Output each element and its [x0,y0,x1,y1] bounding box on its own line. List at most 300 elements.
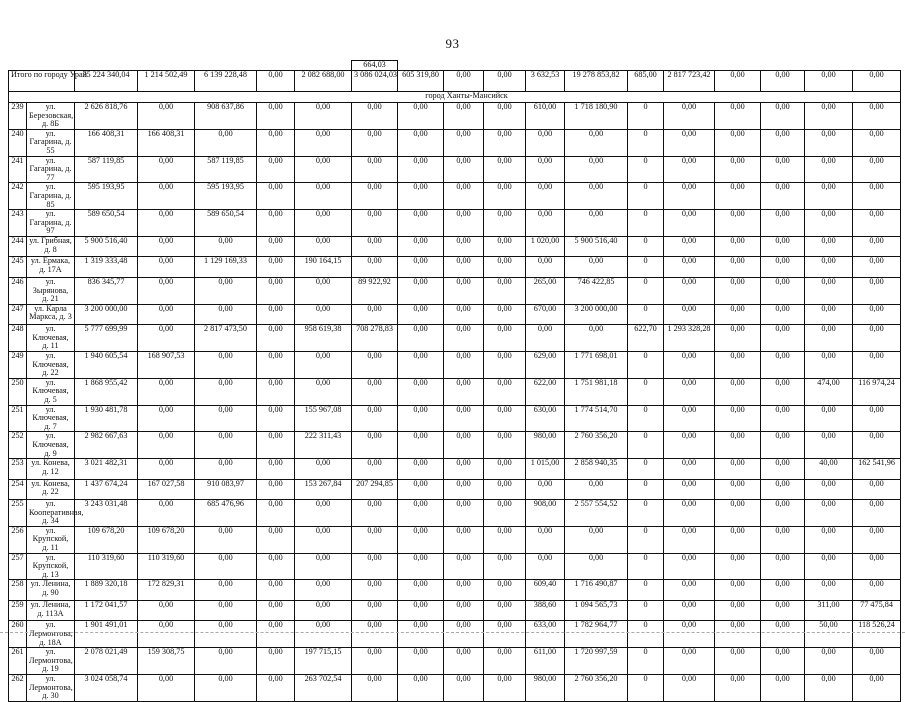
table-cell: 0,00 [715,71,761,92]
row-address: ул. Ленина, д. 90 [27,580,75,601]
table-cell: 0,00 [715,479,761,500]
table-cell: 0,00 [565,183,628,210]
table-cell: 0,00 [761,236,805,257]
table-cell: 0,00 [484,621,526,648]
row-number: 250 [9,378,27,405]
row-number: 241 [9,156,27,183]
table-cell: 2 982 667,63 [75,432,138,459]
table-cell: 0,00 [257,648,295,675]
table-row [9,277,901,304]
table-cell: 1 868 955,42 [75,378,138,405]
table-cell: 0,00 [295,526,352,553]
table-cell: 0,00 [257,378,295,405]
row-address: ул. Гагарина, д. 97 [27,210,75,237]
row-address: ул. Карла Маркса, д. 3 [27,304,75,325]
table-cell: 0 [628,378,664,405]
table-cell: 222 311,43 [295,432,352,459]
table-cell: 0,00 [257,236,295,257]
row-number: 244 [9,236,27,257]
table-cell: 0,00 [352,648,398,675]
table-cell: 0,00 [664,459,715,480]
table-cell: 0,00 [195,378,257,405]
row-address: ул. Ключевая, д. 22 [27,351,75,378]
table-cell: 3 021 482,31 [75,459,138,480]
table-cell: 0,00 [664,600,715,621]
row-number: 254 [9,479,27,500]
table-cell: 0,00 [664,621,715,648]
table-cell: 0,00 [715,580,761,601]
table-cell: 172 829,31 [138,580,195,601]
row-number: 239 [9,103,27,130]
row-address: ул. Березовская, д. 8Б [27,103,75,130]
table-cell: 0,00 [195,675,257,702]
table-cell: 0,00 [398,325,444,352]
table-cell: 0,00 [257,129,295,156]
table-cell: 611,00 [526,648,565,675]
table-cell: 0,00 [138,600,195,621]
table-cell: 0,00 [352,156,398,183]
table-cell: 0,00 [761,71,805,92]
table-cell: 0,00 [853,648,901,675]
table-cell: 908 637,86 [195,103,257,130]
table-cell: 0,00 [444,500,484,527]
table-cell: 587 119,85 [195,156,257,183]
table-cell: 0,00 [138,378,195,405]
table-cell: 1 437 674,24 [75,479,138,500]
table-cell: 0,00 [853,129,901,156]
total-row [9,71,901,92]
table-cell: 0,00 [664,156,715,183]
row-address: ул. Ключевая, д. 11 [27,325,75,352]
table-cell: 0,00 [138,325,195,352]
table-cell: 0,00 [352,236,398,257]
table-cell: 0,00 [484,351,526,378]
row-number: 260 [9,621,27,648]
table-cell: 0,00 [853,675,901,702]
table-cell: 685,00 [628,71,664,92]
table-cell: 610,00 [526,103,565,130]
table-cell: 2 858 940,35 [565,459,628,480]
table-cell: 1 293 328,28 [664,325,715,352]
table-cell: 605 319,80 [398,71,444,92]
row-number: 256 [9,526,27,553]
table-cell: 1 889 320,18 [75,580,138,601]
table-cell: 2 078 021,49 [75,648,138,675]
table-cell: 0,00 [257,257,295,278]
table-cell: 0,00 [805,675,853,702]
table-cell: 0,00 [257,304,295,325]
table-row [9,257,901,278]
table-cell: 0,00 [853,553,901,580]
table-cell: 166 408,31 [75,129,138,156]
table-cell: 0,00 [664,277,715,304]
row-address: ул. Грибная, д. 8 [27,236,75,257]
table-cell: 0,00 [664,553,715,580]
table-cell: 0,00 [398,183,444,210]
table-cell: 0,00 [526,257,565,278]
table-cell: 3 243 031,48 [75,500,138,527]
table-cell: 0,00 [295,378,352,405]
table-cell: 0,00 [444,156,484,183]
table-cell: 0,00 [138,621,195,648]
table-cell: 162 541,96 [853,459,901,480]
table-row [9,526,901,553]
table-cell: 0,00 [565,479,628,500]
table-cell: 207 294,85 [352,479,398,500]
table-cell: 0,00 [664,675,715,702]
table-cell: 0,00 [398,459,444,480]
table-cell: 0,00 [565,210,628,237]
total-label: Итого по городу Урай [9,71,75,92]
table-cell: 1 172 041,57 [75,600,138,621]
table-cell: 109 678,20 [75,526,138,553]
table-cell: 0,00 [295,351,352,378]
table-cell: 0 [628,351,664,378]
table-cell: 0,00 [526,156,565,183]
table-cell: 685 476,96 [195,500,257,527]
table-row [9,210,901,237]
table-cell: 6 139 228,48 [195,71,257,92]
table-cell: 0,00 [352,257,398,278]
table-cell: 1 129 169,33 [195,257,257,278]
table-cell: 0,00 [352,129,398,156]
table-cell: 0 [628,553,664,580]
table-cell: 197 715,15 [295,648,352,675]
row-address: ул. Ключевая, д. 5 [27,378,75,405]
table-cell: 2 626 818,76 [75,103,138,130]
table-cell: 0,00 [398,621,444,648]
table-cell: 0,00 [352,621,398,648]
table-cell: 0,00 [484,71,526,92]
table-cell: 0,00 [761,526,805,553]
row-number: 258 [9,580,27,601]
table-cell: 0,00 [761,325,805,352]
table-cell: 630,00 [526,405,565,432]
table-cell: 0,00 [444,621,484,648]
table-cell: 0,00 [444,257,484,278]
table-cell: 0,00 [853,351,901,378]
table-cell: 0,00 [853,277,901,304]
table-cell: 0,00 [715,103,761,130]
table-cell: 0,00 [195,621,257,648]
header-remnant-row [9,61,901,71]
table-cell: 0,00 [664,648,715,675]
table-cell: 0 [628,277,664,304]
table-cell: 0,00 [761,351,805,378]
row-address: ул. Лермонтова, д. 30 [27,675,75,702]
table-cell: 0,00 [484,580,526,601]
row-address: ул. Кооперативная, д. 34 [27,500,75,527]
table-cell: 0,00 [853,156,901,183]
table-row [9,580,901,601]
table-cell: 35 224 340,04 [75,71,138,92]
table-cell: 0,00 [398,526,444,553]
table-cell: 0,00 [761,675,805,702]
table-cell: 0,00 [805,553,853,580]
table-row [9,103,901,130]
table-cell: 0,00 [853,432,901,459]
table-cell: 0,00 [715,553,761,580]
city-heading: город Ханты-Мансийск [9,92,901,103]
row-number: 240 [9,129,27,156]
table-cell: 0,00 [761,103,805,130]
table-cell: 153 267,84 [295,479,352,500]
row-number: 247 [9,304,27,325]
table-cell: 1 094 565,73 [565,600,628,621]
table-cell: 0,00 [853,257,901,278]
table-cell: 0,00 [138,459,195,480]
table-cell: 595 193,95 [195,183,257,210]
table-cell: 0,00 [257,183,295,210]
table-cell: 836 345,77 [75,277,138,304]
table-cell: 0,00 [398,236,444,257]
table-cell: 0,00 [444,580,484,601]
table-cell: 3 024 058,74 [75,675,138,702]
table-cell: 0,00 [295,210,352,237]
table-cell: 0,00 [352,600,398,621]
table-cell: 2 760 356,20 [565,675,628,702]
table-cell: 0,00 [398,351,444,378]
table-cell: 0,00 [138,156,195,183]
table-cell: 0,00 [138,675,195,702]
table-cell: 0,00 [295,580,352,601]
table-cell: 0,00 [805,500,853,527]
table-cell: 910 083,97 [195,479,257,500]
table-cell: 0 [628,304,664,325]
table-cell: 5 900 516,40 [75,236,138,257]
table-cell: 0,00 [398,378,444,405]
table-cell: 622,70 [628,325,664,352]
table-cell: 0,00 [484,277,526,304]
table-cell: 0,00 [853,500,901,527]
table-row [9,432,901,459]
table-cell: 587 119,85 [75,156,138,183]
row-address: ул. Лермонтова, д. 18А [27,621,75,648]
table-cell: 2 557 554,52 [565,500,628,527]
table-cell: 0,00 [526,210,565,237]
table-cell: 670,00 [526,304,565,325]
table-cell: 0,00 [805,325,853,352]
row-address: ул. Ключевая, д. 9 [27,432,75,459]
table-cell: 0,00 [805,183,853,210]
table-cell: 0,00 [295,129,352,156]
table-cell: 0,00 [715,236,761,257]
table-cell: 0,00 [295,304,352,325]
row-number: 248 [9,325,27,352]
table-cell: 0,00 [398,553,444,580]
table-cell: 0,00 [352,459,398,480]
table-cell: 2 082 688,00 [295,71,352,92]
table-cell: 263 702,54 [295,675,352,702]
table-cell: 0,00 [257,405,295,432]
table-cell: 0 [628,526,664,553]
table-cell: 0,00 [352,675,398,702]
table-cell: 0,00 [444,675,484,702]
table-cell: 0,00 [444,103,484,130]
table-cell: 0,00 [398,257,444,278]
table-cell: 958 619,38 [295,325,352,352]
table-row [9,378,901,405]
table-cell: 0,00 [715,325,761,352]
table-cell: 0,00 [853,479,901,500]
table-cell: 5 900 516,40 [565,236,628,257]
table-cell: 0,00 [295,600,352,621]
table-cell: 0,00 [352,378,398,405]
table-cell: 1 901 491,01 [75,621,138,648]
table-cell: 0,00 [715,526,761,553]
table-cell: 0,00 [565,257,628,278]
table-cell: 0,00 [761,304,805,325]
table-cell: 0,00 [805,129,853,156]
table-row [9,600,901,621]
row-number: 246 [9,277,27,304]
table-cell: 0,00 [761,580,805,601]
table-cell: 0,00 [398,648,444,675]
table-cell: 0,00 [715,500,761,527]
table-cell: 0,00 [295,459,352,480]
table-cell: 0,00 [398,432,444,459]
table-cell: 0,00 [715,210,761,237]
table-cell: 0 [628,129,664,156]
table-cell: 0,00 [138,432,195,459]
table-cell: 0,00 [444,378,484,405]
table-cell: 0,00 [484,183,526,210]
table-row [9,621,901,648]
row-address: ул. Гагарина, д. 85 [27,183,75,210]
table-cell: 0,00 [484,236,526,257]
table-cell: 0,00 [484,405,526,432]
table-cell: 908,00 [526,500,565,527]
table-cell: 0,00 [853,580,901,601]
page-number: 93 [445,36,460,51]
table-cell: 0,00 [398,500,444,527]
table-cell: 0,00 [761,183,805,210]
table-cell: 0,00 [805,351,853,378]
table-cell: 0,00 [444,183,484,210]
table-cell: 0,00 [853,183,901,210]
table-cell: 0,00 [761,600,805,621]
table-row [9,405,901,432]
table-cell: 1 718 180,90 [565,103,628,130]
table-cell: 0,00 [565,129,628,156]
table-cell: 0 [628,675,664,702]
table-cell: 0,00 [484,500,526,527]
table-cell: 2 817 723,42 [664,71,715,92]
city-heading-row [9,92,901,103]
table-cell: 1 782 964,77 [565,621,628,648]
table-cell: 1 319 333,48 [75,257,138,278]
table-cell: 0,00 [526,553,565,580]
table-cell: 0,00 [295,500,352,527]
table-cell: 0,00 [398,277,444,304]
table-cell: 0,00 [195,648,257,675]
table-cell: 0,00 [138,304,195,325]
table-cell: 980,00 [526,675,565,702]
table-cell: 0,00 [195,129,257,156]
row-address: ул. Ермака, д. 17А [27,257,75,278]
table-cell: 0,00 [715,648,761,675]
table-cell: 0,00 [352,103,398,130]
table-cell: 0,00 [444,648,484,675]
table-cell: 0,00 [195,351,257,378]
table-cell: 0,00 [444,459,484,480]
table-cell: 0,00 [398,479,444,500]
table-cell: 0,00 [484,129,526,156]
row-address: ул. Гагарина, д. 55 [27,129,75,156]
table-cell: 0,00 [715,183,761,210]
table-row [9,459,901,480]
table-cell: 0,00 [444,405,484,432]
table-cell: 0,00 [484,459,526,480]
table-cell: 0,00 [484,526,526,553]
table-cell: 0,00 [664,103,715,130]
table-cell: 0,00 [484,156,526,183]
table-cell: 0,00 [257,459,295,480]
table-cell: 0,00 [398,405,444,432]
table-cell: 3 200 000,00 [565,304,628,325]
table-cell: 0,00 [715,129,761,156]
table-cell: 0 [628,210,664,237]
table-cell: 77 475,84 [853,600,901,621]
table-row [9,553,901,580]
table-cell: 1 751 981,18 [565,378,628,405]
row-address: ул. Конева, д. 22 [27,479,75,500]
row-number: 243 [9,210,27,237]
table-cell: 0,00 [715,432,761,459]
table-cell: 0,00 [444,351,484,378]
table-row [9,351,901,378]
row-number: 255 [9,500,27,527]
table-cell: 0,00 [805,210,853,237]
table-cell: 0,00 [257,71,295,92]
table-cell: 0,00 [664,580,715,601]
table-cell: 0,00 [664,304,715,325]
table-cell: 0,00 [715,277,761,304]
table-cell: 0,00 [398,600,444,621]
table-cell: 1 015,00 [526,459,565,480]
table-cell: 388,60 [526,600,565,621]
table-cell: 0,00 [761,378,805,405]
table-cell: 0,00 [195,580,257,601]
table-cell: 0,00 [805,580,853,601]
table-cell: 0,00 [352,580,398,601]
table-cell: 0 [628,479,664,500]
table-row [9,236,901,257]
table-cell: 0,00 [715,156,761,183]
table-cell: 0,00 [295,156,352,183]
row-address: ул. Ключевая, д. 7 [27,405,75,432]
table-cell: 0,00 [805,257,853,278]
table-cell: 0,00 [195,600,257,621]
table-cell: 0,00 [484,432,526,459]
table-cell: 0,00 [352,210,398,237]
table-row [9,156,901,183]
table-cell: 0,00 [352,432,398,459]
table-cell: 0,00 [853,103,901,130]
table-cell: 0,00 [257,156,295,183]
table-cell: 0,00 [761,479,805,500]
table-cell: 980,00 [526,432,565,459]
table-cell: 0,00 [352,526,398,553]
table-cell: 0 [628,405,664,432]
table-cell: 0,00 [352,351,398,378]
register-table [8,60,901,702]
table-cell: 0,00 [138,277,195,304]
table-cell: 0,00 [195,304,257,325]
table-cell: 0,00 [664,183,715,210]
table-cell: 311,00 [805,600,853,621]
table-cell: 0,00 [715,405,761,432]
